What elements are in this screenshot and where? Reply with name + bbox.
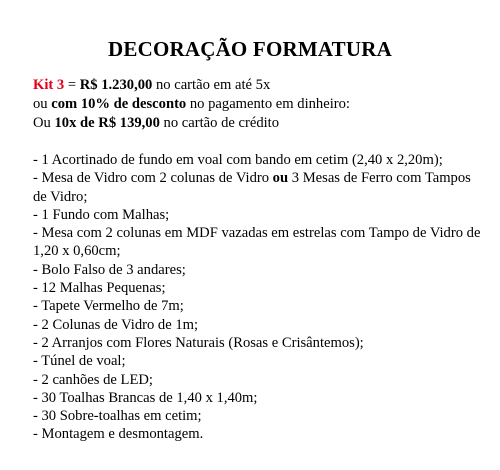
- offer-line-price: [33, 76, 350, 95]
- price-prefix: =: [64, 77, 80, 93]
- list-item: [33, 169, 483, 206]
- list-item: - Mesa com 2 colunas em MDF vazadas em estrelas com Tampo de Vidro de 1,20 x 0,60cm;: [33, 225, 481, 260]
- list-item: - 1 Acortinado de fundo em voal com bando em cetim (2,40 x 2,20m);: [33, 152, 443, 168]
- item-text: - Mesa de Vidro com 2 colunas de Vidro: [33, 170, 273, 187]
- discount-text: com 10% de desconto: [51, 96, 187, 112]
- list-item: - 30 Sobre-toalhas em cetim;: [33, 408, 202, 425]
- installments-prefix: Ou: [33, 115, 55, 131]
- list-item: - 2 Colunas de Vidro de 1m;: [33, 316, 199, 333]
- discount-suffix: no pagamento em dinheiro:: [186, 96, 350, 112]
- item-text: 3 Mesas de Ferro com Tampos de Vidro;: [33, 170, 471, 205]
- list-item: - 12 Malhas Pequenas;: [33, 280, 166, 297]
- kit-label: Kit 3: [33, 77, 65, 93]
- installments-text: 10x de R$ 139,00: [54, 115, 160, 131]
- list-item: - 2 Arranjos com Flores Naturais (Rosas e Crisântemos);: [33, 334, 364, 351]
- list-item: - 1 Fundo com Malhas;: [33, 206, 170, 223]
- offer-block: [33, 76, 350, 133]
- installments-suffix: no cartão de crédito: [159, 115, 280, 131]
- item-or: ou: [272, 170, 289, 187]
- offer-line-installments: [33, 114, 350, 133]
- list-item: - Bolo Falso de 3 andares;: [33, 261, 186, 278]
- list-item: - 2 canhões de LED;: [33, 371, 153, 388]
- kit-price: R$ 1.230,00: [79, 77, 153, 93]
- list-item: - Túnel de voal;: [33, 353, 126, 370]
- page-title: DECORAÇÃO FORMATURA: [108, 37, 392, 61]
- items-list: [33, 151, 483, 444]
- price-suffix: no cartão em até 5x: [152, 77, 271, 93]
- list-item: - Tapete Vermelho de 7m;: [33, 298, 184, 315]
- discount-prefix: ou: [33, 96, 52, 112]
- list-item: - 30 Toalhas Brancas de 1,40 x 1,40m;: [33, 389, 258, 406]
- list-item: - Montagem e desmontagem.: [33, 426, 204, 443]
- offer-line-discount: [33, 95, 350, 114]
